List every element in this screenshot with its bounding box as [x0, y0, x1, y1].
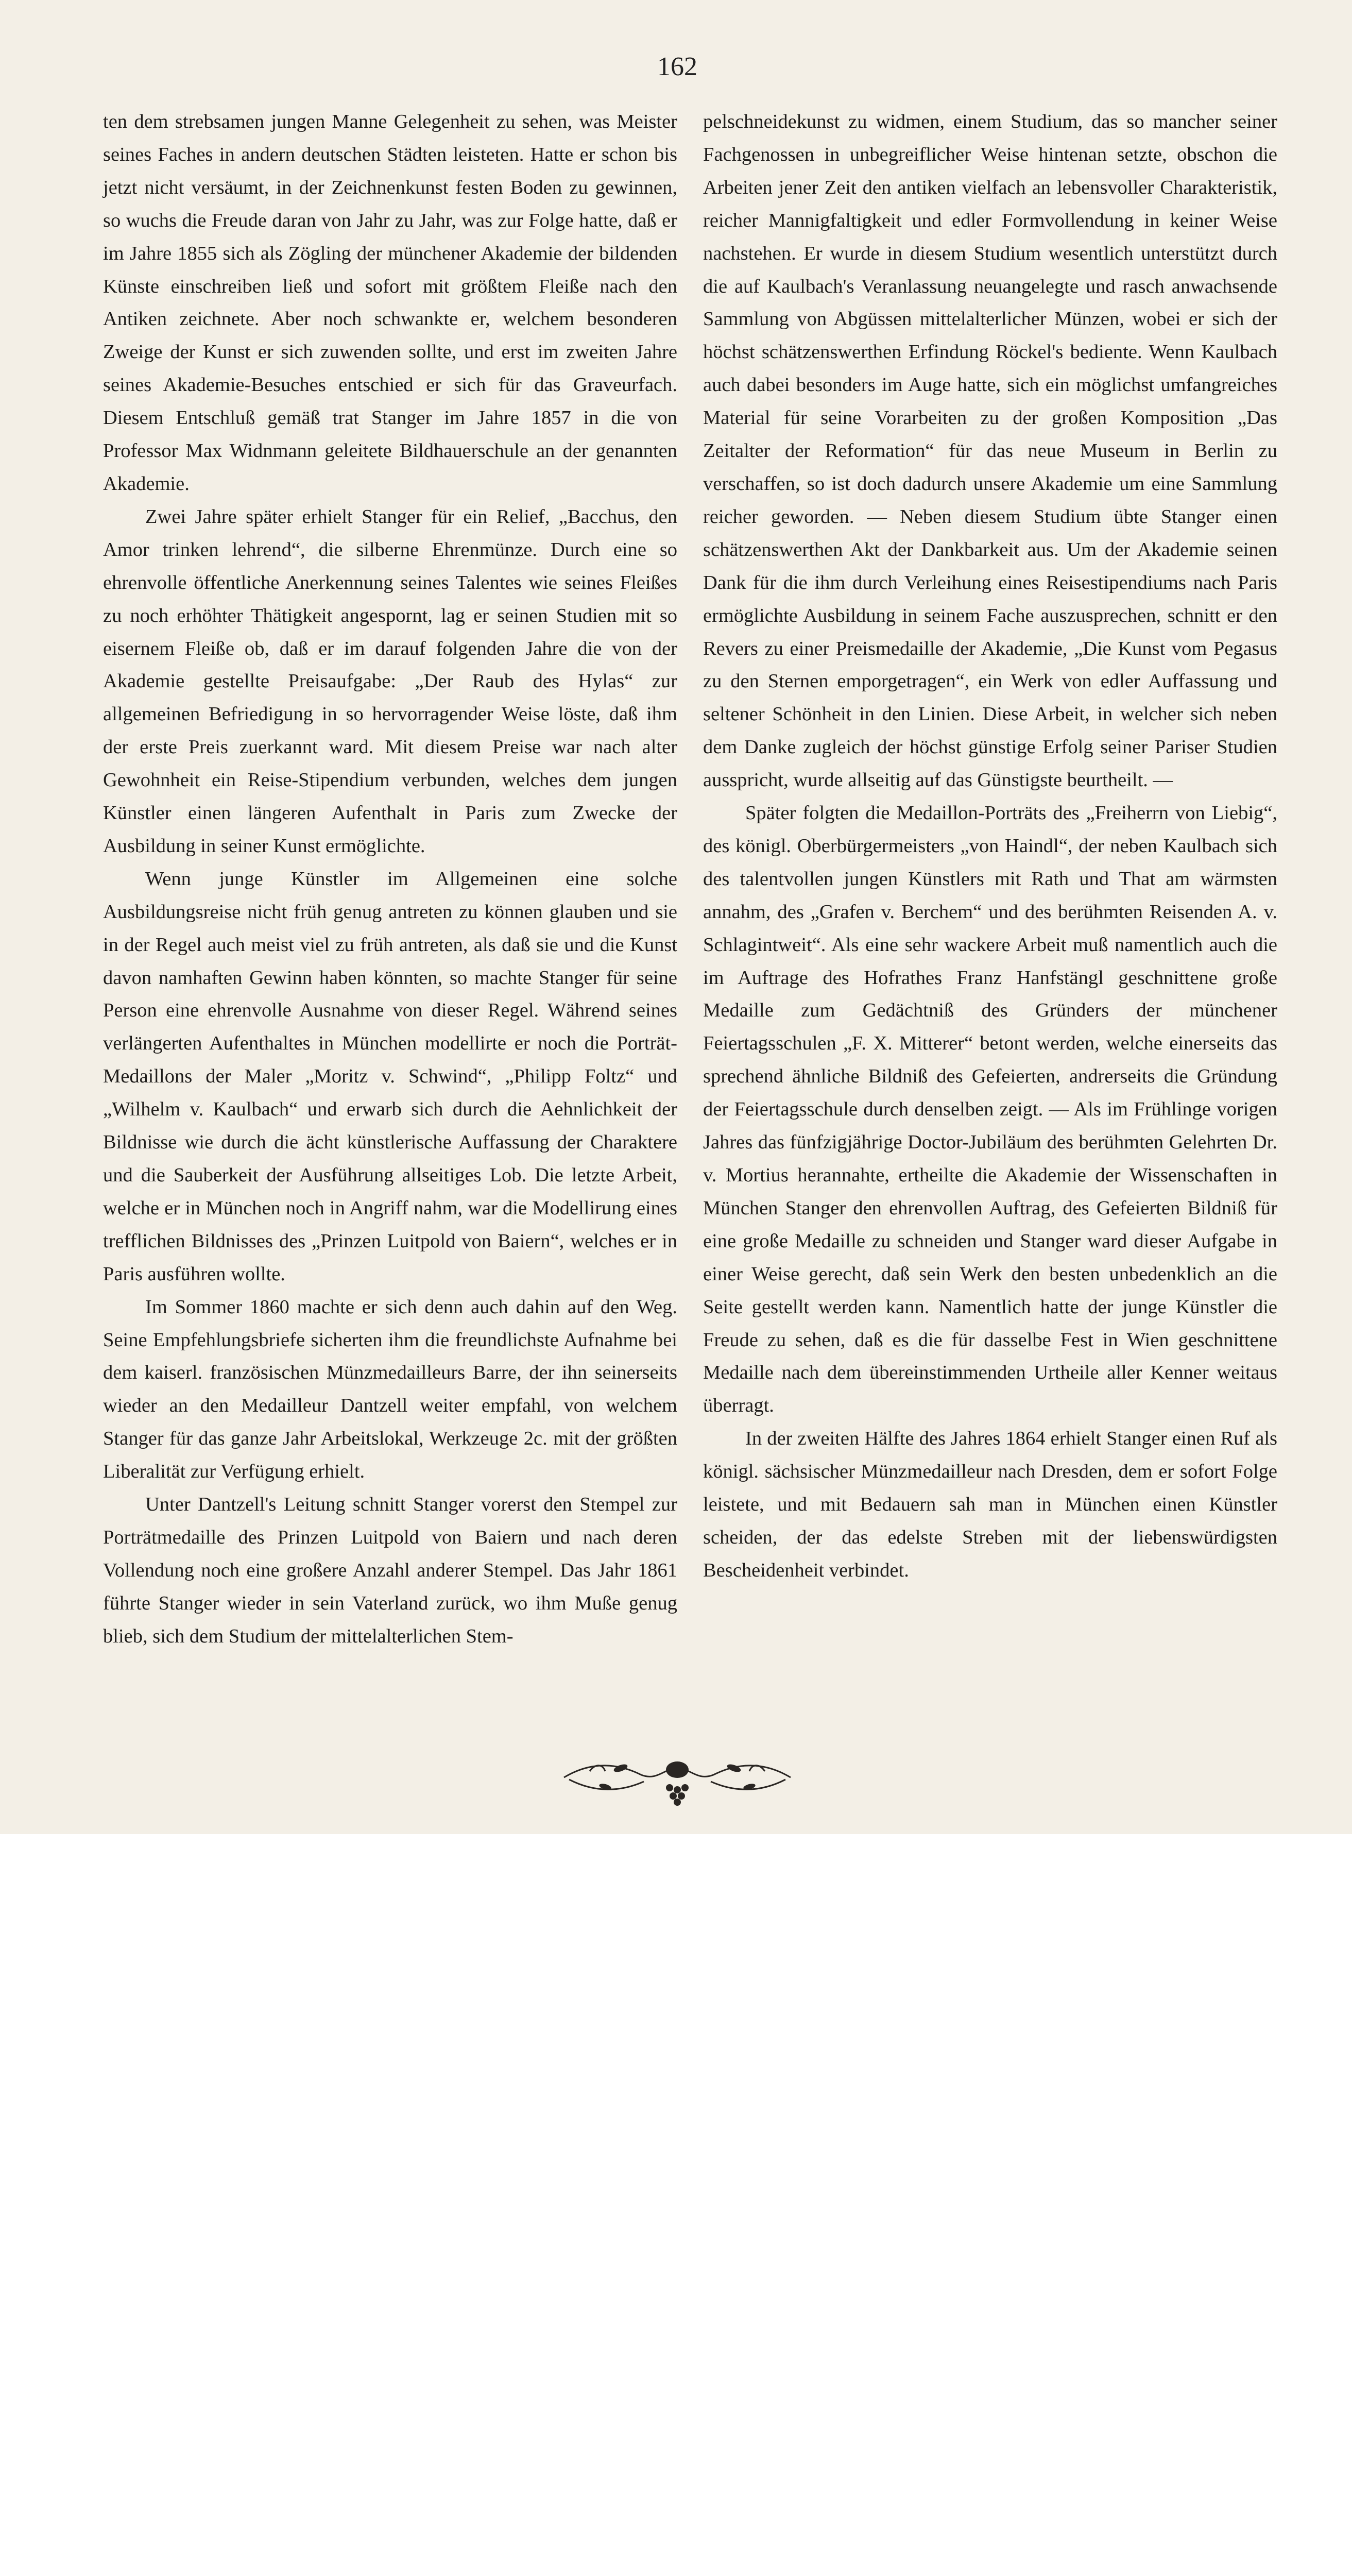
ornament-vignette-icon — [559, 1747, 796, 1808]
right-paragraph-3: In der zweiten Hälfte des Jahres 1864 erhielt Stanger einen Ruf als königl. sächsischer Münzmedailleur nach Dresden, dem er sofort Folge leistete, und mit Bedauern sah man in München einen Künstler scheiden, der das edelste Streben mit der liebenswürdigsten Bescheidenheit verbindet. — [703, 1428, 1277, 1581]
left-paragraph-2: Zwei Jahre später erhielt Stanger für ein Relief, „Bacchus, den Amor trinken lehrend“, die silberne Ehrenmünze. Durch eine so ehrenvolle öffentliche Anerkennung seines Talentes wie seines Fleißes zu noch erhöhter Thätigkeit angespornt, lag er seinen Studien mit so eisernem Fleiße ob, daß er im darauf folgenden Jahre die von der Akademie gestellte Preisaufgabe: „Der Raub des Hylas“ zur allgemeinen Befriedigung in so hervorragender Weise löste, daß ihm der erste Preis zuerkannt ward. Mit diesem Preise war nach alter Gewohnheit ein Reise-Stipendium verbunden, welches dem jungen Künstler einen längeren Aufenthalt in Paris zum Zwecke der Ausbildung in seiner Kunst ermöglichte. — [103, 505, 677, 857]
page-number: 162 — [657, 52, 697, 81]
left-paragraph-1: ten dem strebsamen jungen Manne Gelegenheit zu sehen, was Meister seines Faches in andern deutschen Städten leisteten. Hatte er schon bis jetzt nicht versäumt, in der Zeichnenkunst festen Boden zu gewinnen, so wuchs die Freude daran von Jahr zu Jahr, was zur Folge hatte, daß er im Jahre 1855 sich als Zögling der münchener Akademie der bildenden Künste einschreiben ließ und sofort mit größtem Fleiße nach den Antiken zeichnete. Aber noch schwankte er, welchem besonderen Zweige der Kunst er sich zuwenden sollte, und erst im zweiten Jahre seines Akademie-Besuches entschied er sich für das Graveurfach. Diesem Entschluß gemäß trat Stanger im Jahre 1857 in die von Professor Max Widnmann geleitete Bildhauerschule an der genannten Akademie. — [103, 111, 677, 495]
left-paragraph-3: Wenn junge Künstler im Allgemeinen eine solche Ausbildungsreise nicht früh genug antreten zu können glauben und sie in der Regel auch meist viel zu früh antreten, als daß sie und die Kunst davon namhaften Gewinn haben könnten, so machte Stanger für seine Person eine ehrenvolle Ausnahme von dieser Regel. Während seines verlängerten Aufenthaltes in München modellirte er noch die Porträt-Medaillons der Maler „Moritz v. Schwind“, „Philipp Foltz“ und „Wilhelm v. Kaulbach“ und erwarb sich durch die Aehnlichkeit der Bildnisse wie durch die ächt künstlerische Auffassung der Charaktere und die Sauberkeit der Ausführung allseitiges Lob. Die letzte Arbeit, welche er in München noch in Angriff nahm, war die Modellirung eines trefflichen Bildnisses des „Prinzen Luitpold von Baiern“, welches er in Paris ausführen wollte. — [103, 868, 677, 1285]
right-paragraph-2: Später folgten die Medaillon-Porträts des „Freiherrn von Liebig“, des königl. Oberbürgermeisters „von Haindl“, der neben Kaulbach sich des talentvollen jungen Künstlers mit Rath und That am wärmsten annahm, des „Grafen v. Berchem“ und des berühmten Reisenden A. v. Schlagintweit“. Als eine sehr wackere Arbeit muß namentlich auch die im Auftrage des Hofrathes Franz Hanfstängl geschnittene große Medaille zum Gedächtniß des Gründers der münchener Feiertagsschulen „F. X. Mitterer“ betont werden, welche einerseits das sprechend ähnliche Bildniß des Gefeierten, andrerseits die Gründung der Feiertagsschule durch denselben zeigt. — Als im Frühlinge vorigen Jahres das fünfzigjährige Doctor-Jubiläum des berühmten Gelehrten Dr. v. Mortius herannahte, ertheilte die Akademie der Wissenschaften in München Stanger den ehrenvollen Auftrag, des Gefeierten Bildniß für eine große Medaille zu schneiden und Stanger ward dieser Aufgabe in einer Weise gerecht, daß sein Werk den besten unbedenklich an die Seite gestellt werden kann. Namentlich hatte der junge Künstler die Freude zu sehen, daß es die für dasselbe Fest in Wien geschnittene Medaille nach dem übereinstimmenden Urtheile aller Kenner weitaus überragt. — [703, 802, 1277, 1417]
right-column — [703, 106, 1277, 1587]
left-paragraph-5: Unter Dantzell's Leitung schnitt Stanger vorerst den Stempel zur Porträtmedaille des Prinzen Luitpold von Baiern und nach deren Vollendung noch eine großere Anzahl anderer Stempel. Das Jahr 1861 führte Stanger wieder in sein Vaterland zurück, wo ihm Muße genug blieb, sich dem Studium der mittelalterlichen Stem- — [103, 1494, 677, 1647]
footer-bar — [0, 1834, 1352, 1997]
left-column — [103, 106, 677, 1653]
left-paragraph-4: Im Sommer 1860 machte er sich denn auch dahin auf den Weg. Seine Empfehlungsbriefe sicherten ihm die freundlichste Aufnahme bei dem kaiserl. französischen Münzmedailleurs Barre, der ihn seinerseits wieder an den Medailleur Dantzell weiter empfahl, von welchem Stanger für das ganze Jahr Arbeitslokal, Werkzeuge 2c. mit der größten Liberalität zur Verfügung erhielt. — [103, 1296, 677, 1483]
right-paragraph-1: pelschneidekunst zu widmen, einem Studium, das so mancher seiner Fachgenossen in unbegreiflicher Weise hintenan setzte, obschon die Arbeiten jener Zeit den antiken vielfach an lebensvoller Charakteristik, reicher Mannigfaltigkeit und edler Formvollendung in keiner Weise nachstehen. Er wurde in diesem Studium wesentlich unterstützt durch die auf Kaulbach's Veranlassung neuangelegte und rasch anwachsende Sammlung von Abgüssen mittelalterlicher Münzen, wobei er sich der höchst schätzenswerthen Erfindung Röckel's bediente. Wenn Kaulbach auch dabei besonders im Auge hatte, sich ein möglichst umfangreiches Material für seine Vorarbeiten zu der großen Komposition „Das Zeitalter der Reformation“ für das neue Museum in Berlin zu verschaffen, so ist doch dadurch unsere Akademie um eine Sammlung reicher geworden. — Neben diesem Studium übte Stanger einen schätzenswerthen Akt der Dankbarkeit aus. Um der Akademie seinen Dank für die ihm durch Verleihung eines Reisestipendiums nach Paris ermöglichte Ausbildung in seinem Fache auszusprechen, schnitt er den Revers zu einer Preismedaille der Akademie, „Die Kunst vom Pegasus zu den Sternen emporgetragen“, ein Werk von edler Auffassung und seltener Schönheit in den Linien. Diese Arbeit, in welcher sich neben dem Danke zugleich der höchst günstige Erfolg seiner Pariser Studien ausspricht, wurde allseitig auf das Günstigste beurtheilt. — — [703, 111, 1277, 791]
